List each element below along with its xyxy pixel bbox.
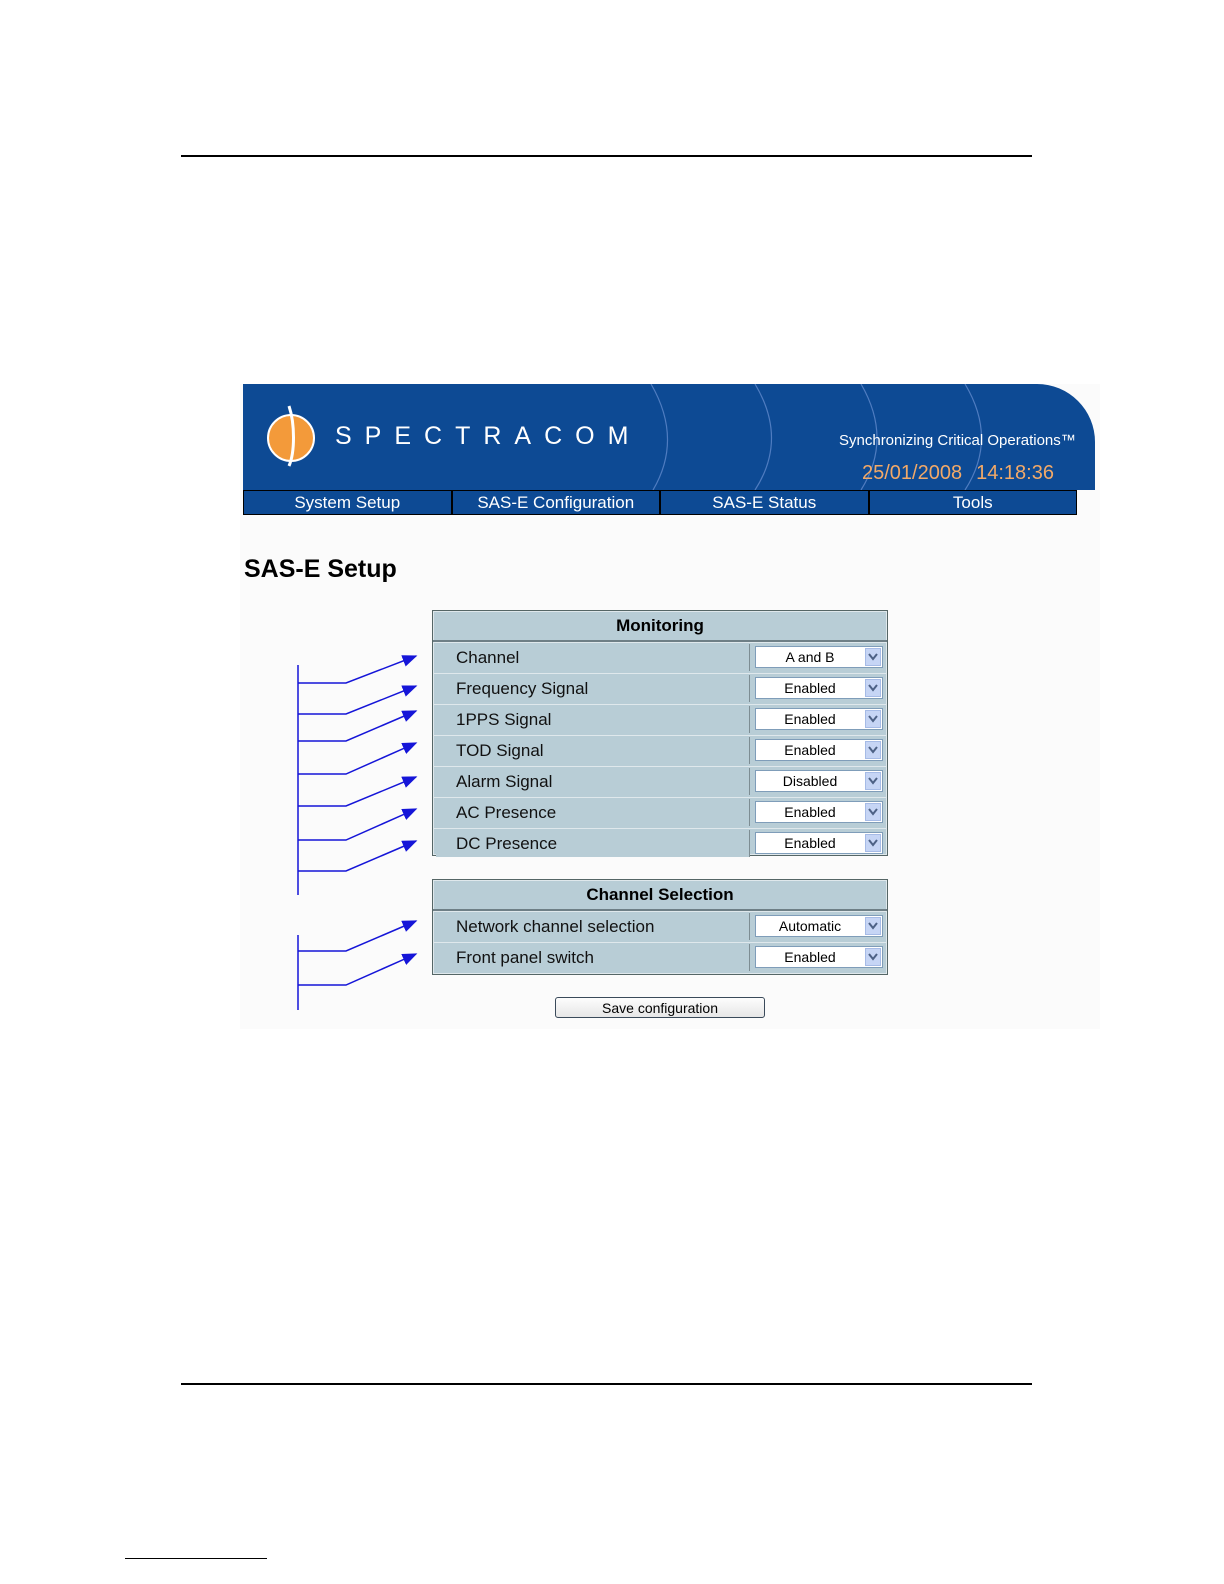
1pps-signal-select[interactable] — [755, 708, 883, 730]
select-value: Automatic — [778, 918, 842, 934]
footer-rule — [181, 1383, 1032, 1385]
page-title: SAS-E Setup — [244, 555, 397, 583]
setting-label: Front panel switch — [436, 944, 750, 971]
nav-sas-e-status[interactable]: SAS-E Status — [661, 491, 870, 514]
select-value: Enabled — [784, 804, 836, 820]
chevron-down-icon[interactable] — [865, 948, 881, 966]
tod-signal-select[interactable] — [755, 739, 883, 761]
header-rule — [181, 155, 1032, 157]
chevron-down-icon[interactable] — [865, 803, 881, 821]
dc-presence-select[interactable] — [755, 832, 883, 854]
front-panel-switch-select[interactable] — [755, 946, 883, 968]
chevron-down-icon[interactable] — [865, 679, 881, 697]
current-time: 14:18:36 — [976, 462, 1054, 484]
select-value: Enabled — [784, 742, 836, 758]
setting-row-ac-presence — [433, 797, 887, 828]
setting-row-tod-signal — [433, 735, 887, 766]
ac-presence-select[interactable] — [755, 801, 883, 823]
setting-row-1pps-signal — [433, 704, 887, 735]
alarm-signal-select[interactable] — [755, 770, 883, 792]
setting-row-alarm-signal — [433, 766, 887, 797]
chevron-down-icon[interactable] — [865, 834, 881, 852]
network-channel-selection-select[interactable] — [755, 915, 883, 937]
chevron-down-icon[interactable] — [865, 917, 881, 935]
frequency-signal-select[interactable] — [755, 677, 883, 699]
nav-tools[interactable]: Tools — [952, 493, 993, 512]
channel-select[interactable] — [755, 646, 883, 668]
channel-selection-header: Channel Selection — [433, 880, 887, 911]
chevron-down-icon[interactable] — [865, 772, 881, 790]
setting-label: DC Presence — [436, 830, 750, 857]
select-value: Enabled — [784, 949, 836, 965]
brand-name: SPECTRACOM — [335, 422, 642, 450]
chevron-down-icon[interactable] — [865, 710, 881, 728]
monitoring-panel — [432, 610, 888, 856]
save-configuration-button[interactable]: Save configuration — [555, 997, 765, 1018]
footnote-rule — [125, 1558, 267, 1559]
setting-row-frequency-signal — [433, 673, 887, 704]
setting-label: Frequency Signal — [436, 675, 750, 702]
screenshot-area — [240, 384, 1100, 1029]
setting-label: AC Presence — [436, 799, 750, 826]
setting-label: Network channel selection — [436, 913, 750, 940]
nav-sas-e-configuration[interactable]: SAS-E Configuration — [453, 491, 662, 514]
select-value: Disabled — [782, 773, 838, 789]
current-date: 25/01/2008 — [862, 462, 963, 484]
setting-row-channel — [433, 642, 887, 673]
tagline: Synchronizing Critical Operations™ — [839, 432, 1076, 449]
setting-row-dc-presence — [433, 828, 887, 859]
setting-label: Channel — [436, 644, 750, 671]
select-value: Enabled — [784, 835, 836, 851]
monitoring-header: Monitoring — [433, 611, 887, 642]
select-value: Enabled — [784, 680, 836, 696]
nav-system-setup[interactable]: System Setup — [244, 491, 453, 514]
select-value: A and B — [785, 649, 835, 665]
setting-label: Alarm Signal — [436, 768, 750, 795]
setting-row-front-panel-switch — [433, 942, 887, 973]
chevron-down-icon[interactable] — [865, 648, 881, 666]
setting-row-network-channel-selection — [433, 911, 887, 942]
setting-label: TOD Signal — [436, 737, 750, 764]
select-value: Enabled — [784, 711, 836, 727]
setting-label: 1PPS Signal — [436, 706, 750, 733]
channel-selection-panel — [432, 879, 888, 975]
chevron-down-icon[interactable] — [865, 741, 881, 759]
